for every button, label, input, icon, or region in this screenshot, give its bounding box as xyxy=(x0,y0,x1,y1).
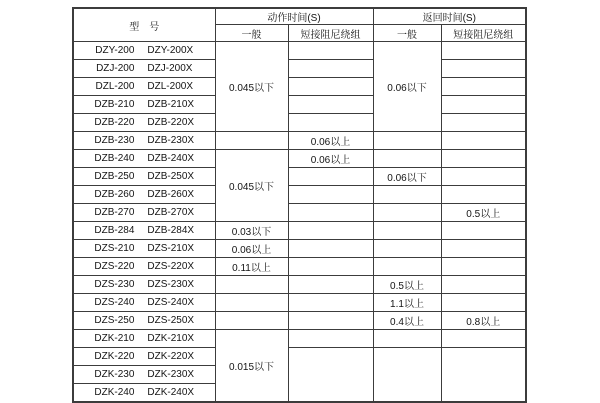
model-text: DZB-260X xyxy=(147,189,195,200)
model-cell xyxy=(73,222,215,240)
model-text: DZS-210X xyxy=(147,243,195,254)
return-general-cell: 0.06以下 xyxy=(373,42,441,132)
model-cell xyxy=(73,258,215,276)
model-cell xyxy=(73,312,215,330)
model-text: DZB-250X xyxy=(147,171,195,182)
model-cell xyxy=(73,60,215,78)
model-cell xyxy=(73,96,215,114)
model-cell xyxy=(73,276,215,294)
action-general-cell: 0.015以下 xyxy=(215,330,288,402)
return-general-cell: 0.06以下 xyxy=(373,168,441,186)
relay-timing-spec-table xyxy=(72,7,527,403)
table-row xyxy=(73,240,526,258)
model-text: DZS-220X xyxy=(147,261,195,272)
action-damping-cell xyxy=(288,168,373,186)
header-return-general: 一般 xyxy=(373,25,441,42)
model-cell xyxy=(73,384,215,402)
table-row xyxy=(73,114,526,132)
model-text: DZS-240 xyxy=(94,297,135,308)
model-text: DZB-230 xyxy=(94,135,135,146)
return-general-cell xyxy=(373,330,441,348)
model-text: DZK-220 xyxy=(94,351,135,362)
model-text: DZB-240X xyxy=(147,153,195,164)
model-cell xyxy=(73,42,215,60)
model-text: DZS-220 xyxy=(94,261,135,272)
model-cell xyxy=(73,330,215,348)
table-row xyxy=(73,312,526,330)
action-general-cell: 0.045以下 xyxy=(215,150,288,222)
return-general-cell xyxy=(373,258,441,276)
model-text: DZS-210 xyxy=(94,243,135,254)
return-damping-cell xyxy=(441,222,526,240)
action-damping-cell xyxy=(288,186,373,204)
model-cell xyxy=(73,150,215,168)
model-text: DZB-284X xyxy=(147,225,195,236)
return-damping-cell xyxy=(441,60,526,78)
return-damping-cell xyxy=(441,186,526,204)
action-damping-cell xyxy=(288,96,373,114)
table-row xyxy=(73,330,526,348)
model-text: DZB-270 xyxy=(94,207,135,218)
action-general-cell xyxy=(215,294,288,312)
model-cell xyxy=(73,204,215,222)
model-text: DZB-240 xyxy=(94,153,135,164)
model-text: DZB-220 xyxy=(94,117,135,128)
header-model: 型 号 xyxy=(73,8,215,42)
model-text: DZK-230 xyxy=(94,369,135,380)
table-row xyxy=(73,294,526,312)
table-row xyxy=(73,42,526,60)
table-row xyxy=(73,258,526,276)
model-cell xyxy=(73,240,215,258)
header-action-time: 动作时间(S) xyxy=(215,8,373,25)
model-text: DZS-250X xyxy=(147,315,195,326)
header-action-general: 一般 xyxy=(215,25,288,42)
return-damping-cell xyxy=(441,258,526,276)
return-damping-cell xyxy=(441,96,526,114)
header-action-damping-winding: 短接阻尼绕组 xyxy=(288,25,373,42)
table-row xyxy=(73,150,526,168)
table-row xyxy=(73,78,526,96)
model-text: DZY-200 xyxy=(95,45,135,56)
return-general-cell: 1.1以上 xyxy=(373,294,441,312)
model-text: DZS-240X xyxy=(147,297,195,308)
return-damping-cell xyxy=(441,42,526,60)
model-text: DZL-200 xyxy=(95,81,135,92)
action-damping-cell: 0.06以上 xyxy=(288,132,373,150)
model-text: DZK-240 xyxy=(94,386,135,398)
model-cell xyxy=(73,348,215,366)
return-general-cell xyxy=(373,150,441,168)
model-text: DZB-250 xyxy=(94,171,135,182)
action-damping-cell xyxy=(288,294,373,312)
return-damping-cell xyxy=(441,294,526,312)
model-text: DZB-220X xyxy=(147,117,195,128)
action-damping-cell xyxy=(288,240,373,258)
action-general-cell xyxy=(215,276,288,294)
action-general-cell: 0.11以上 xyxy=(215,258,288,276)
model-text: DZB-270X xyxy=(147,207,195,218)
model-text: DZB-260 xyxy=(94,189,135,200)
model-text: DZB-210X xyxy=(147,99,195,110)
return-damping-cell xyxy=(441,330,526,348)
action-damping-cell xyxy=(288,348,373,402)
return-damping-cell xyxy=(441,168,526,186)
model-cell xyxy=(73,186,215,204)
return-damping-cell xyxy=(441,240,526,258)
return-general-cell xyxy=(373,222,441,240)
action-damping-cell: 0.06以上 xyxy=(288,150,373,168)
action-damping-cell xyxy=(288,60,373,78)
model-text: DZK-210 xyxy=(94,333,135,344)
return-damping-cell: 0.8以上 xyxy=(441,312,526,330)
model-cell xyxy=(73,78,215,96)
table-row xyxy=(73,222,526,240)
model-cell xyxy=(73,132,215,150)
action-general-cell: 0.03以下 xyxy=(215,222,288,240)
return-general-cell xyxy=(373,348,441,402)
model-text: DZS-230X xyxy=(147,279,195,290)
header-return-time: 返回时间(S) xyxy=(373,8,526,25)
return-general-cell xyxy=(373,132,441,150)
table-row xyxy=(73,132,526,150)
action-damping-cell xyxy=(288,222,373,240)
table-row xyxy=(73,60,526,78)
model-text: DZB-284 xyxy=(94,225,135,236)
return-general-cell xyxy=(373,186,441,204)
model-cell xyxy=(73,366,215,384)
return-damping-cell xyxy=(441,150,526,168)
model-text: DZJ-200X xyxy=(147,63,193,74)
action-damping-cell xyxy=(288,312,373,330)
action-damping-cell xyxy=(288,330,373,348)
model-text: DZJ-200 xyxy=(96,63,135,74)
model-text: DZK-220X xyxy=(147,351,195,362)
action-damping-cell xyxy=(288,42,373,60)
action-general-cell xyxy=(215,132,288,150)
return-damping-cell xyxy=(441,276,526,294)
model-text: DZB-210 xyxy=(94,99,135,110)
action-damping-cell xyxy=(288,276,373,294)
action-general-cell: 0.06以上 xyxy=(215,240,288,258)
table-row xyxy=(73,168,526,186)
action-damping-cell xyxy=(288,204,373,222)
action-damping-cell xyxy=(288,114,373,132)
table-row xyxy=(73,204,526,222)
model-text: DZL-200X xyxy=(147,81,193,92)
table-row xyxy=(73,96,526,114)
model-text: DZS-250 xyxy=(94,315,135,326)
return-general-cell: 0.5以上 xyxy=(373,276,441,294)
return-damping-cell xyxy=(441,132,526,150)
return-general-cell: 0.4以上 xyxy=(373,312,441,330)
return-general-cell xyxy=(373,204,441,222)
table-row xyxy=(73,348,526,366)
model-text: DZS-230 xyxy=(94,279,135,290)
return-damping-cell xyxy=(441,78,526,96)
action-general-cell: 0.045以下 xyxy=(215,42,288,132)
action-damping-cell xyxy=(288,78,373,96)
model-text: DZK-230X xyxy=(147,369,195,380)
table-row xyxy=(73,276,526,294)
return-damping-cell xyxy=(441,114,526,132)
return-damping-cell: 0.5以上 xyxy=(441,204,526,222)
table-row xyxy=(73,186,526,204)
model-cell xyxy=(73,294,215,312)
action-damping-cell xyxy=(288,258,373,276)
action-general-cell xyxy=(215,312,288,330)
model-cell xyxy=(73,114,215,132)
model-text: DZY-200X xyxy=(147,45,194,56)
model-text: DZB-230X xyxy=(147,135,195,146)
model-text: DZK-240X xyxy=(147,386,195,398)
header-return-damping-winding: 短接阻尼绕组 xyxy=(441,25,526,42)
spec-table-container xyxy=(72,7,527,403)
return-general-cell xyxy=(373,240,441,258)
model-cell xyxy=(73,168,215,186)
return-damping-cell xyxy=(441,348,526,402)
model-text: DZK-210X xyxy=(147,333,195,344)
